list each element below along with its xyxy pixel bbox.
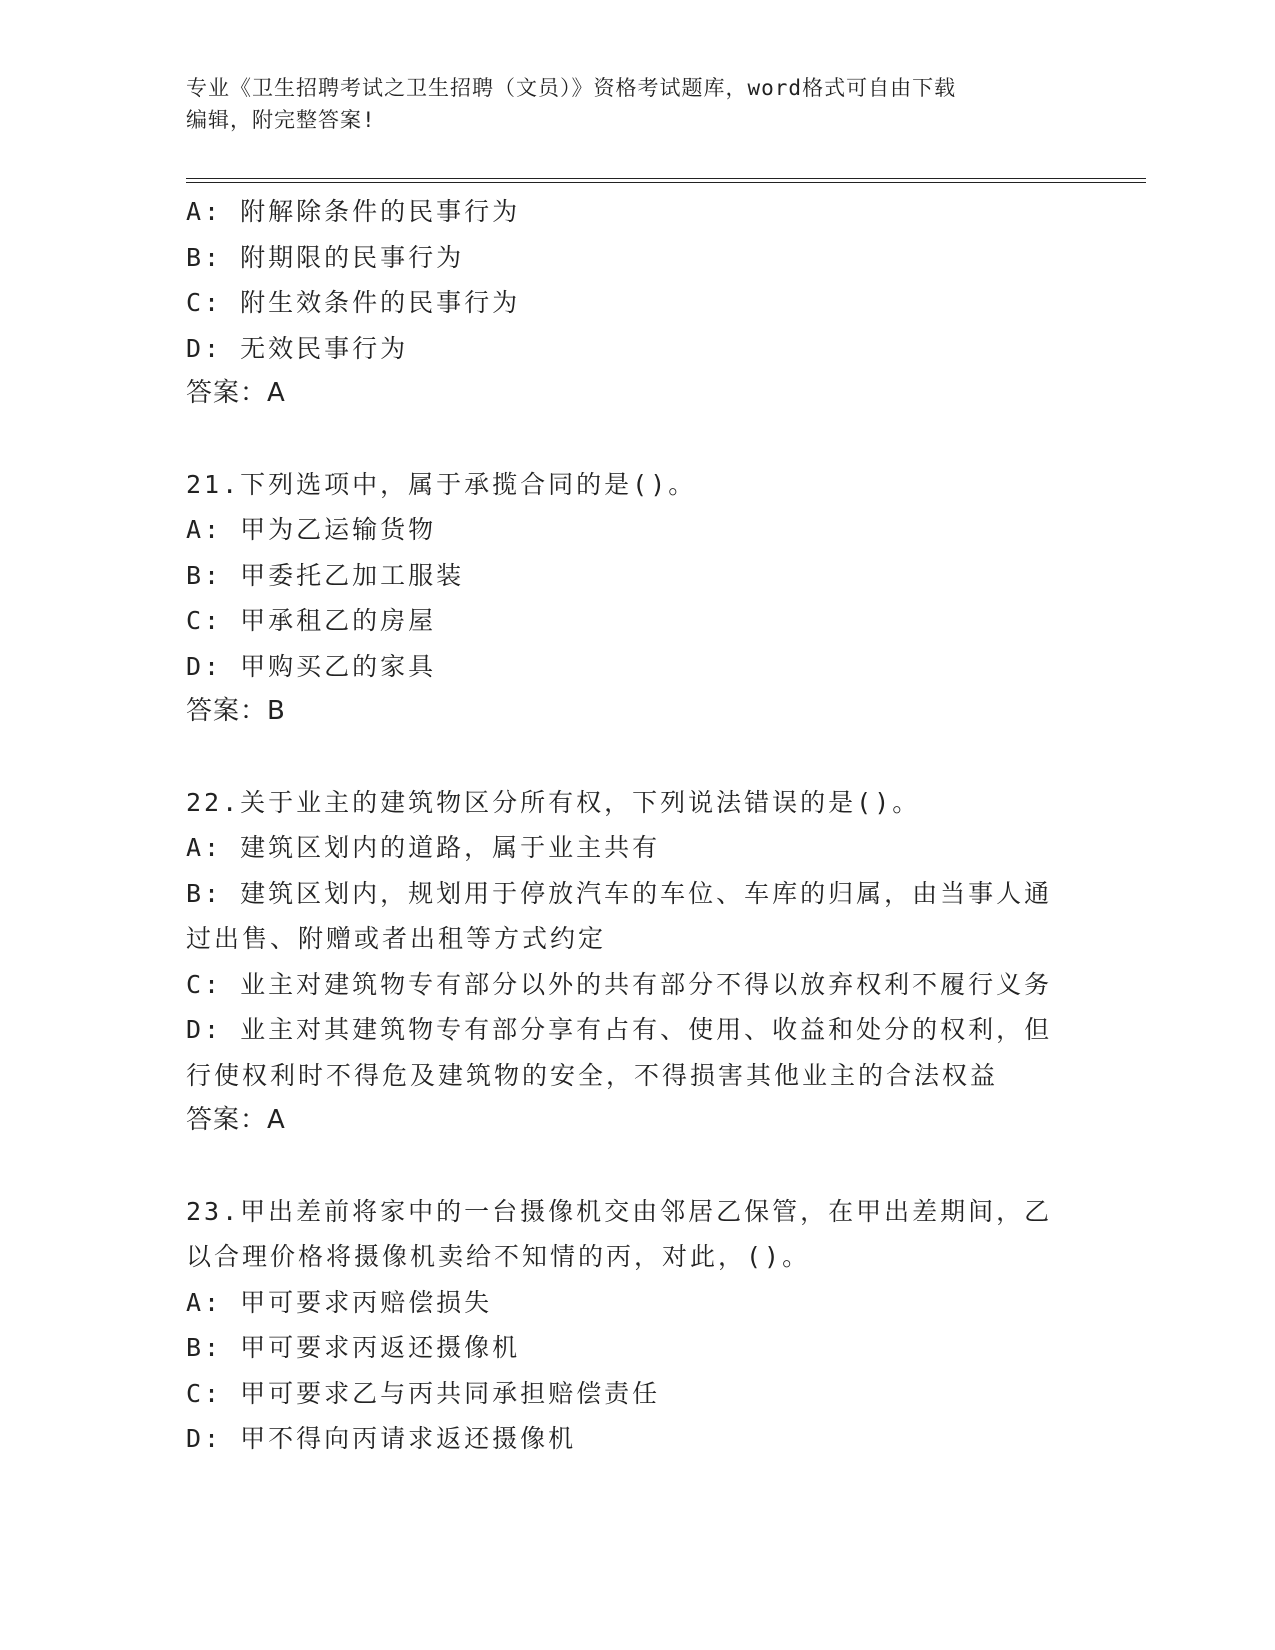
- option-b: B: 建筑区划内，规划用于停放汽车的车位、车库的归属，由当事人通: [186, 878, 1053, 908]
- option-d-continued: 行使权利时不得危及建筑物的安全，不得损害其他业主的合法权益: [186, 1060, 999, 1090]
- question-text: 23.甲出差前将家中的一台摄像机交由邻居乙保管，在甲出差期间，乙: [186, 1196, 1053, 1226]
- option-d: D: 甲购买乙的家具: [186, 651, 437, 681]
- question-list: [186, 189, 1086, 1462]
- spacer: [186, 417, 1086, 462]
- option-d: D: 业主对其建筑物专有部分享有占有、使用、收益和处分的权利，但: [186, 1015, 1053, 1044]
- option-b: B: 甲委托乙加工服装: [186, 560, 465, 590]
- spacer: [186, 1144, 1086, 1189]
- question-21: [186, 462, 1086, 735]
- option-a: A: 建筑区划内的道路，属于业主共有: [186, 833, 661, 862]
- answer: 答案：B: [186, 696, 286, 726]
- option-b: B: 甲可要求丙返还摄像机: [186, 1333, 521, 1362]
- option-c: C: 甲承租乙的房屋: [186, 606, 437, 635]
- option-d: D: 无效民事行为: [186, 333, 409, 363]
- spacer: [186, 735, 1086, 780]
- option-c: C: 业主对建筑物专有部分以外的共有部分不得以放弃权利不履行义务: [186, 969, 1053, 999]
- answer: 答案：A: [186, 378, 286, 408]
- option-d: D: 甲不得向丙请求返还摄像机: [186, 1424, 577, 1453]
- question-20: [186, 189, 1086, 417]
- header-line-2: 编辑，附完整答案!: [186, 108, 376, 132]
- question-23: [186, 1189, 1086, 1462]
- option-b: B: 附期限的民事行为: [186, 242, 465, 272]
- question-text: 22.关于业主的建筑物区分所有权，下列说法错误的是()。: [186, 787, 921, 817]
- option-c: C: 附生效条件的民事行为: [186, 288, 521, 317]
- question-22: [186, 780, 1086, 1144]
- option-a: A: 甲可要求丙赔偿损失: [186, 1287, 493, 1317]
- document-page: [186, 0, 1146, 1650]
- question-text: 21.下列选项中，属于承揽合同的是()。: [186, 469, 697, 499]
- option-c: C: 甲可要求乙与丙共同承担赔偿责任: [186, 1378, 661, 1408]
- option-b-continued: 过出售、附赠或者出租等方式约定: [186, 924, 607, 953]
- question-text-continued: 以合理价格将摄像机卖给不知情的丙，对此，()。: [186, 1242, 811, 1271]
- header-line-1: 专业《卫生招聘考试之卫生招聘（文员）》资格考试题库，word格式可自由下载: [186, 76, 957, 100]
- option-a: A: 甲为乙运输货物: [186, 515, 437, 544]
- document-header: [186, 72, 1086, 136]
- option-a: A: 附解除条件的民事行为: [186, 197, 521, 226]
- header-divider: [186, 178, 1146, 183]
- answer: 答案：A: [186, 1105, 286, 1135]
